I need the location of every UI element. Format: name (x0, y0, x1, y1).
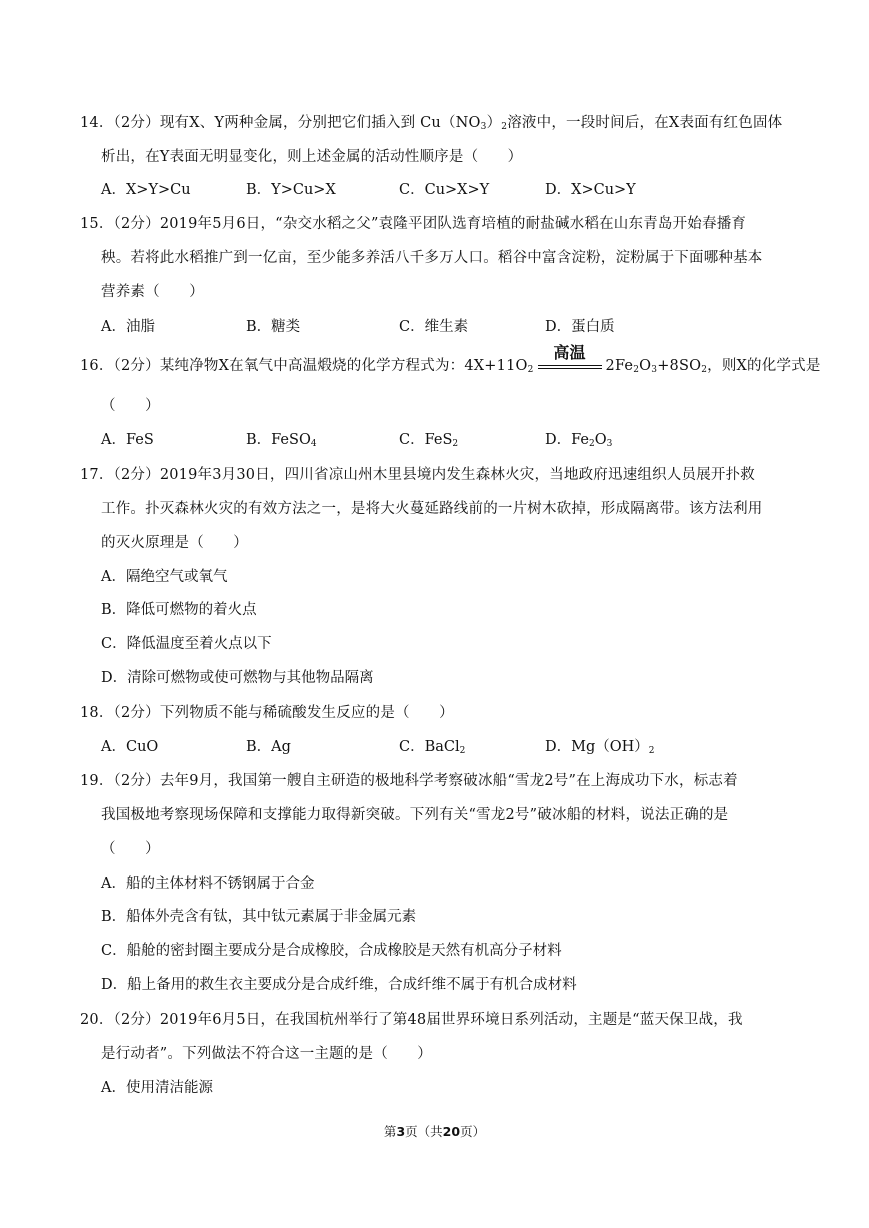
q16-option-a: A．FeS (101, 432, 154, 448)
total-pages-number: 20 (442, 1124, 461, 1139)
q18-option-b: B．Ag (246, 739, 291, 755)
q20-line-1: 20．（2分）2019年6月5日，在我国杭州举行了第48届世界环境日系列活动，主题是“蓝天保卫战，我 (80, 1012, 743, 1028)
q17-line-1: 17．（2分）2019年3月30日，四川省凉山州木里县境内发生森林火灾，当地政府迅速组织人员展开扑救 (80, 467, 755, 483)
q15-option-a: A．油脂 (101, 319, 155, 335)
q14-option-c: C．Cu>X>Y (399, 182, 490, 198)
q20-option-a: A．使用清洁能源 (101, 1080, 213, 1096)
q19-option-c: C．船舱的密封圈主要成分是合成橡胶，合成橡胶是天然有机高分子材料 (101, 943, 562, 959)
q19-option-d: D．船上备用的救生衣主要成分是合成纤维，合成纤维不属于有机合成材料 (101, 977, 577, 993)
q17-option-b: B．降低可燃物的着火点 (101, 602, 257, 618)
q18-option-a: A．CuO (101, 739, 159, 755)
q17-option-d: D．清除可燃物或使可燃物与其他物品隔离 (101, 670, 374, 686)
q16-option-b: B．FeSO$_4$ (246, 432, 317, 449)
q17-line-3: 的灭火原理是（ ） (101, 535, 248, 551)
reaction-condition-arrow: 高温 (538, 356, 602, 376)
q20-line-2: 是行动者”。下列做法不符合这一主题的是（ ） (101, 1046, 433, 1062)
q14-option-d: D．X>Cu>Y (545, 182, 636, 198)
q16-line-2: （ ） (101, 398, 160, 414)
q15-line-1: 15．（2分）2019年5月6日，“杂交水稻之父”袁隆平团队选育培植的耐盐碱水稻在山东青岛开始春播育 (80, 216, 747, 232)
q16-option-c: C．FeS$_2$ (399, 432, 459, 449)
q18-option-c: C．BaCl$_2$ (399, 739, 466, 756)
q18-option-d: D．$Mg(OH)_2$ (545, 739, 655, 756)
q15-line-2: 秧。若将此水稻推广到一亿亩，至少能多养活八千多万人口。稻谷中富含淀粉，淀粉属于下面哪种基本 (101, 250, 763, 266)
q14-option-a: A．X>Y>Cu (101, 182, 191, 198)
page-footer: 第3页（共20页） (383, 1124, 486, 1139)
q18-line-1: 18．（2分）下列物质不能与稀硫酸发生反应的是（ ） (80, 705, 454, 721)
q19-line-2: 我国极地考察现场保障和支撑能力取得新突破。下列有关“雪龙2号”破冰船的材料，说法正确的是 (101, 807, 729, 823)
q14-line-1: 14．（2分）现有X、Y两种金属，分别把它们插入到 $Cu(NO_3)_2$溶液中，一段时间后，在X表面有红色固体 (80, 115, 783, 132)
q15-option-c: C．维生素 (399, 319, 469, 335)
q15-option-d: D．蛋白质 (545, 319, 615, 335)
q15-option-b: B．糖类 (246, 319, 301, 335)
q14-option-b: B．Y>Cu>X (246, 182, 336, 198)
q19-option-b: B．船体外壳含有钛，其中钛元素属于非金属元素 (101, 909, 417, 925)
q17-option-a: A．隔绝空气或氧气 (101, 569, 228, 585)
q19-line-1: 19．（2分）去年9月，我国第一艘自主研造的极地科学考察破冰船“雪龙2号”在上海成功下水，标志着 (80, 773, 738, 789)
q17-line-2: 工作。扑灭森林火灾的有效方法之一，是将大火蔓延路线前的一片树木砍掉，形成隔离带。该方法利用 (101, 501, 763, 517)
q19-option-a: A．船的主体材料不锈钢属于合金 (101, 876, 315, 892)
q14-line-2: 析出，在Y表面无明显变化，则上述金属的活动性顺序是（ ） (101, 149, 523, 165)
q16-option-d: D．$Fe_2O_3$ (545, 432, 613, 449)
current-page-number: 3 (396, 1124, 406, 1139)
q17-option-c: C．降低温度至着火点以下 (101, 636, 272, 652)
q16-line-1: 16．（2分）某纯净物X在氧气中高温煅烧的化学方程式为：$4X+11O_2$ 高温 $2Fe_2O_3+8SO_2$，则X的化学式是 (80, 343, 821, 375)
q19-line-3: （ ） (101, 841, 160, 857)
q15-line-3: 营养素（ ） (101, 284, 204, 300)
